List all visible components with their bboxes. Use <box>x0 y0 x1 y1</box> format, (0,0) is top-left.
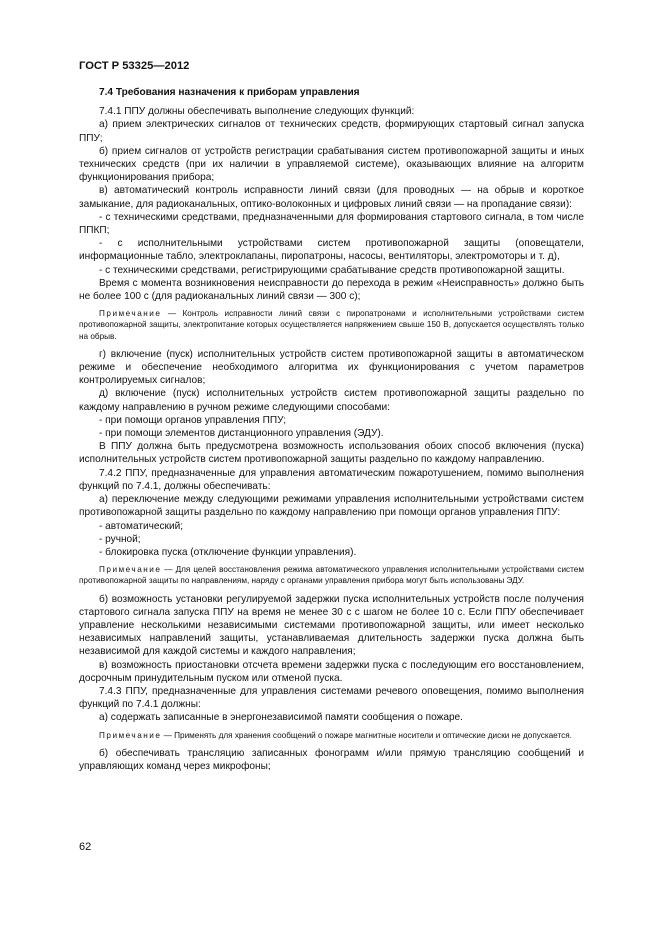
paragraph: д) включение (пуск) исполнительных устройств систем противопожарной защиты раздельно по каждому направлению в ручном режиме следующими способами: <box>79 388 584 413</box>
paragraph: - с исполнительными устройствами систем противопожарной защиты (оповещатели, информационные табло, электроклапаны, пиропатроны, насосы, вентиляторы, электромоторы и т. д), <box>79 238 584 263</box>
note-lead: Примечание <box>99 730 162 740</box>
paragraph: - блокировка пуска (отключение функции управления). <box>99 546 357 558</box>
paragraph: - автоматический; <box>99 520 184 532</box>
paragraph: б) возможность установки регулируемой задержки пуска исполнительных устройств после получения стартового сигнала запуска ППУ на время не менее 30 с с шагом не более 10 с. Если ППУ обеспечивает управление несколькими независимыми системами противопожарной защиты, или имеет несколько независимых направлений защиты, устанавливаемая длительность задержки пуска должна быть независимой для каждой системы и каждого направления; <box>79 593 584 658</box>
note-text: — Применять для хранения сообщений о пожаре магнитные носители и оптические диски не допускается. <box>161 730 572 740</box>
paragraph: - с техническими средствами, регистрирующими срабатывание средств противопожарной защиты. <box>99 264 565 276</box>
paragraph: - ручной; <box>99 533 141 545</box>
paragraph: б) прием сигналов от устройств регистрации срабатывания систем противопожарной защиты и иных технических средств (при их наличии в управляемой системе), оказывающих влияние на алгоритм функционирования прибора; <box>79 145 584 184</box>
note-text: — Для целей восстановления режима автоматического управления исполнительными устройствами систем противопожарной защиты по направлениям, наряду с органами управления прибора могут быть использованы ЭДУ. <box>79 565 584 586</box>
paragraph: В ППУ должна быть предусмотрена возможность использования обоих способ включения (пуска) исполнительных устройств систем противопожарной защиты раздельно по каждому направлению. <box>79 441 584 466</box>
section-title: 7.4 Требования назначения к приборам управления <box>99 87 360 98</box>
note <box>79 564 584 586</box>
note-lead: Примечание <box>99 309 162 319</box>
document-header: ГОСТ Р 53325—2012 <box>79 60 190 72</box>
note <box>79 730 584 741</box>
paragraph: в) автоматический контроль исправности линий связи (для проводных — на обрыв и короткое замыкание, для радиоканальных, оптико-волоконных и цифровых линий связи — на пропадание связи): <box>79 185 584 210</box>
paragraph: - с техническими средствами, предназначенными для формирования стартового сигнала, в том числе ППКП; <box>79 211 584 237</box>
document-body <box>79 86 584 773</box>
paragraph: 7.4.1 ППУ должны обеспечивать выполнение следующих функций: <box>99 106 415 118</box>
paragraph: в) возможность приостановки отсчета времени задержки пуска с последующим его восстановлением, досрочным принудительным пуском или отменой пуска. <box>79 659 584 684</box>
paragraph: а) переключение между следующими режимами управления исполнительными устройствами систем противопожарной защиты раздельно по каждому направлению при помощи органов управления ППУ: <box>79 494 584 519</box>
note-lead: Примечание <box>99 565 162 575</box>
paragraph: а) прием электрических сигналов от технических средств, формирующих стартовый сигнал запуска ППУ; <box>79 119 584 144</box>
note <box>79 308 584 342</box>
paragraph: - при помощи органов управления ППУ; <box>99 414 287 426</box>
paragraph: - при помощи элементов дистанционного управления (ЭДУ). <box>99 428 384 440</box>
paragraph: г) включение (пуск) исполнительных устройств систем противопожарной защиты в автоматическом режиме и обеспечение необходимого алгоритма их функционирования с учетом параметров контролируемых сигналов; <box>79 348 584 387</box>
paragraph: б) обеспечивать трансляцию записанных фонограмм и/или прямую трансляцию сообщений и управляющих команд через микрофоны; <box>79 747 584 772</box>
paragraph: 7.4.2 ППУ, предназначенные для управления автоматическим пожаротушением, помимо выполнения функций по 7.4.1, должны обеспечивать: <box>79 467 584 492</box>
note-text: — Контроль исправности линий связи с пиропатронами и исполнительными устройствами систем противопожарной защиты, электропитание которых осуществляется напряжением свыше 150 В, допускается осуществлять только на обрыв. <box>79 309 584 341</box>
paragraph: а) содержать записанные в энергонезависимой памяти сообщения о пожаре. <box>99 712 463 724</box>
paragraph: Время с момента возникновения неисправности до перехода в режим «Неисправность» должно быть не более 100 с (для радиоканальных линий связи — 300 с); <box>79 277 584 303</box>
paragraph: 7.4.3 ППУ, предназначенные для управления системами речевого оповещения, помимо выполнения функций по 7.4.1 должны: <box>79 685 584 711</box>
page-number: 62 <box>79 841 92 853</box>
